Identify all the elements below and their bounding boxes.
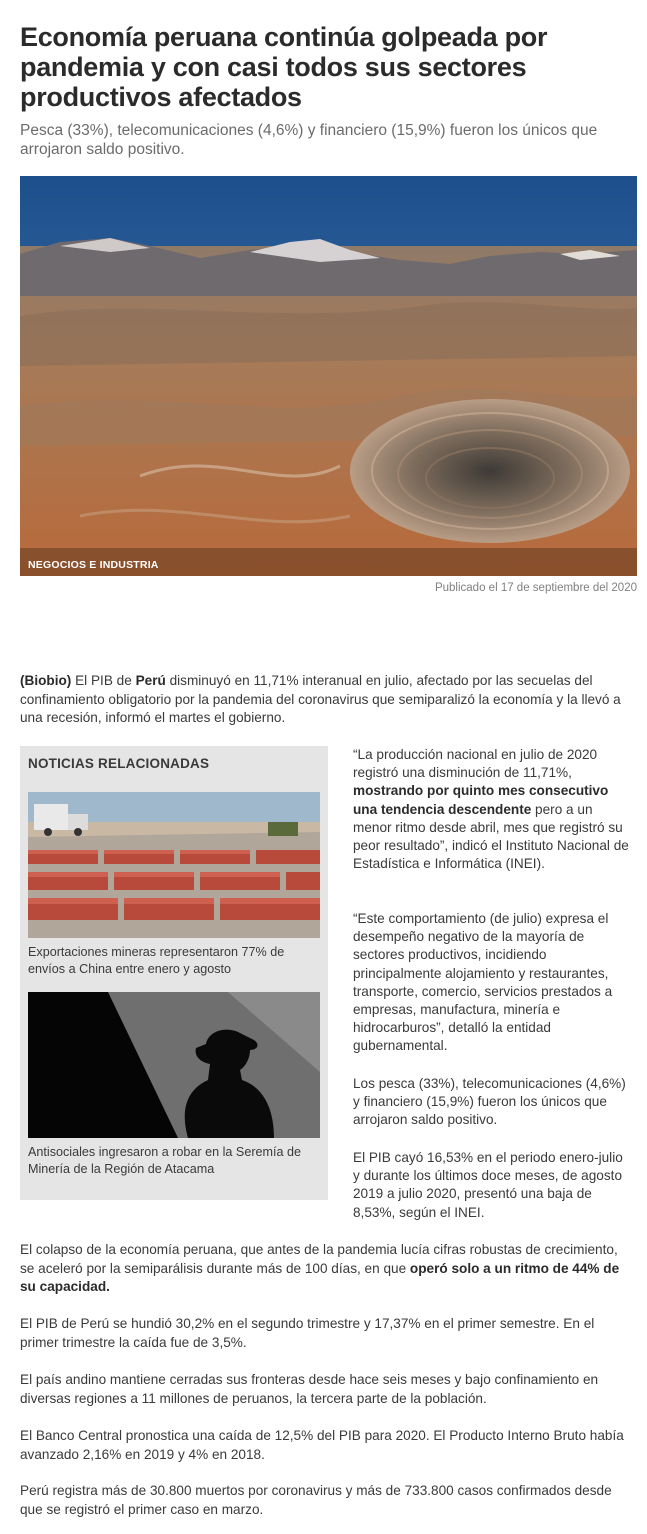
copper-cathodes-photo (28, 792, 320, 938)
intro-text-2: disminuyó en 11,71% interanual en julio, afectado por las secuelas del confinamiento obligatorio por la pandemia del coronavirus que semiparalizó la economía y la llevó a una recesión, informó el martes el gobierno. (20, 673, 621, 725)
quote1-text-2: pero a un menor ritmo desde abril, mes que registró su peor resultado”, indicó el Instituto Nacional de Estadística e Informática (INEI). (353, 801, 629, 872)
related-item-1-image[interactable] (28, 792, 320, 938)
collapse-emphasis: operó solo a un ritmo de 44% de su capacidad. (20, 1260, 620, 1294)
publish-date: Publicado el 17 de septiembre del 2020 (434, 582, 637, 594)
hero-image[interactable] (20, 176, 637, 576)
quote1-emphasis: mostrando por quinto mes consecutivo una tendencia descendente (353, 783, 609, 817)
intro-paragraph (20, 672, 632, 728)
police-silhouette-photo (28, 992, 320, 1138)
article-headline: Economía peruana continúa golpeada por pandemia y con casi todos sus sectores productivos afectados (20, 22, 548, 112)
quote-paragraph-1 (353, 746, 633, 873)
covid-paragraph: Perú registra más de 30.800 muertos por coronavirus y más de 733.800 casos confirmados desde que se registró el primer caso en marzo. (20, 1483, 612, 1517)
related-item-2-caption[interactable]: Antisociales ingresaron a robar en la Seremía de Minería de la Región de Atacama (28, 1145, 302, 1176)
country-name: Perú (135, 673, 166, 688)
category-tag[interactable]: NEGOCIOS E INDUSTRIA (28, 559, 159, 571)
quote1-text-1: “La producción nacional en julio de 2020 registró una disminución de 11,71%, (353, 747, 598, 781)
collapse-text: El colapso de la economía peruana, que antes de la pandemia lucía cifras robustas de crecimiento, se aceleró por la semiparálisis durante más de 100 días, en que (20, 1242, 618, 1276)
central-bank-paragraph: El Banco Central pronostica una caída de 12,5% del PIB para 2020. El Producto Interno Bruto había avanzado 2,16% en 2019 y 4% en 2018. (20, 1428, 624, 1462)
sectors-paragraph: Los pesca (33%), telecomunicaciones (4,6%) y financiero (15,9%) fueron los únicos que arrojaron saldo positivo. (353, 1076, 626, 1128)
quarter-paragraph: El PIB de Perú se hundió 30,2% en el segundo trimestre y 17,37% en el primer semestre. En el primer trimestre la caída fue de 3,5%. (20, 1316, 595, 1350)
related-item-2-image[interactable] (28, 992, 320, 1138)
source-label: (Biobio) (20, 673, 72, 688)
article-subtitle: Pesca (33%), telecomunicaciones (4,6%) y financiero (15,9%) fueron los únicos que arrojaron saldo positivo. (20, 122, 598, 158)
quote-paragraph-2: “Este comportamiento (de julio) expresa el desempeño negativo de la mayoría de sectores productivos, incidiendo principalmente alojamiento y restaurantes, transporte, comercio, servicios prestados a empresas, manufactura, minería e hidrocarburos”, detalló la entidad gubernamental. (353, 911, 613, 1054)
related-news-title: NOTICIAS RELACIONADAS (28, 756, 210, 771)
intro-text-1: El PIB de (71, 673, 136, 688)
collapse-paragraph (20, 1241, 632, 1297)
borders-paragraph: El país andino mantiene cerradas sus fronteras desde hace seis meses y bajo confinamiento en diversas regiones a 11 millones de peruanos, la tercera parte de la población. (20, 1372, 599, 1406)
related-news-box (20, 746, 328, 1200)
related-item-1-caption[interactable]: Exportaciones mineras representaron 77% de envíos a China entre enero y agosto (28, 945, 285, 976)
gdp-period-paragraph: El PIB cayó 16,53% en el periodo enero-julio y durante los últimos doce meses, de agosto 2019 a julio 2020, presentó una baja de 8,53%, según el INEI. (353, 1150, 623, 1220)
open-pit-mine-photo (20, 176, 637, 576)
